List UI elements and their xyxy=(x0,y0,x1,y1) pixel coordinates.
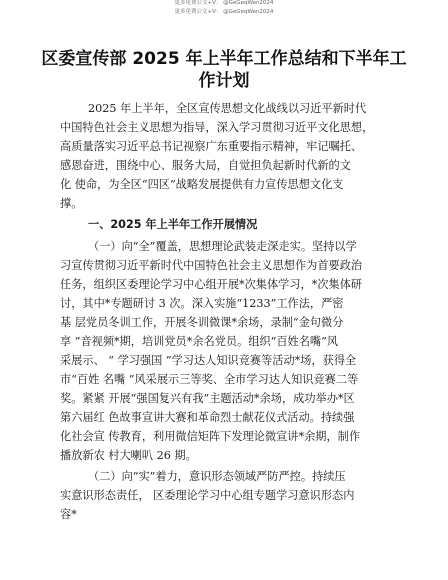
paragraph-line: 第六届红 色故事宣讲大赛和革命烈士献花仪式活动。持续强 xyxy=(60,411,355,424)
subsection-heading-line: （二）向“实”着力，意识形态领域严防严控。持续压 xyxy=(88,470,346,483)
paragraph-line: 市“百姓 名嘴 ”风采展示三等奖、全市学习达人知识竞赛二等 xyxy=(60,373,359,386)
paragraph-line: 实意识形态责任， 区委理论学习中心组专题学习意识形态内 xyxy=(60,489,355,502)
paragraph-line: 容* xyxy=(60,508,77,521)
title-line: 作计划 xyxy=(198,71,250,91)
paragraph-line: 任务，组织区委理论学习中心组开展*次集体学习，*次集体研 xyxy=(60,278,363,291)
watermark-line: 更多免费公文+V： @GeGeqWen2024 xyxy=(174,9,274,15)
paragraph-line: 基 层党员冬训工作，开展冬训微课*余场，录制“金句微分 xyxy=(60,316,344,329)
paragraph-line: 采展示、 “ 学习强国 ”学习达人知识竞赛等活动*场，获得全 xyxy=(60,354,357,367)
paragraph-line: 中国特色社会主义思想为指导，深入学习贯彻习近平文化思想， xyxy=(60,121,374,134)
paragraph-line: 高质量落实习近平总书记视察广东重要指示精神，牢记嘱托、 xyxy=(60,140,363,153)
paragraph-line: 2025 年上半年，全区宣传思想文化战线以习近平新时代 xyxy=(88,102,367,115)
watermark-line: 更多免费公文+V： @GeGeqWen2024 xyxy=(174,0,274,6)
paragraph-line: 播放新农 村大喇叭 26 期。 xyxy=(60,449,197,462)
section-heading: 一、2025 年上半年工作开展情况 xyxy=(88,218,258,231)
paragraph-line: 享 ”音视频*期，培训党员*余名党员。组织“百姓名嘴”风 xyxy=(60,335,339,348)
document-title xyxy=(40,48,408,92)
paragraph-line: 化社会宣 传教育，利用微信矩阵下发理论微宣讲*余期，制作 xyxy=(60,430,361,443)
paragraph-line: 习宣传贯彻习近平新时代中国特色社会主义思想作为首要政治 xyxy=(60,259,363,272)
paragraph-line: 感恩奋进，围绕中心、服务大局，自觉担负起新时代新的文 xyxy=(60,159,351,172)
title-line: 区委宣传部 2025 年上半年工作总结和下半年工 xyxy=(41,49,407,69)
paragraph-line: 化 使命，为全区“四区”战略发展提供有力宣传思想文化支 xyxy=(60,178,344,191)
paragraph-line: 撑。 xyxy=(60,197,83,210)
subsection-heading-line: （一）向“全”覆盖，思想理论武装走深走实。坚持以学 xyxy=(88,240,357,253)
paragraph-line: 奖。紧紧 开展“强国复兴有我”主题活动*余场，成功举办*区 xyxy=(60,392,355,405)
paragraph-line: 讨，其中*专题研讨 3 次。深入实施“1233”工作法，严密 xyxy=(60,297,344,310)
